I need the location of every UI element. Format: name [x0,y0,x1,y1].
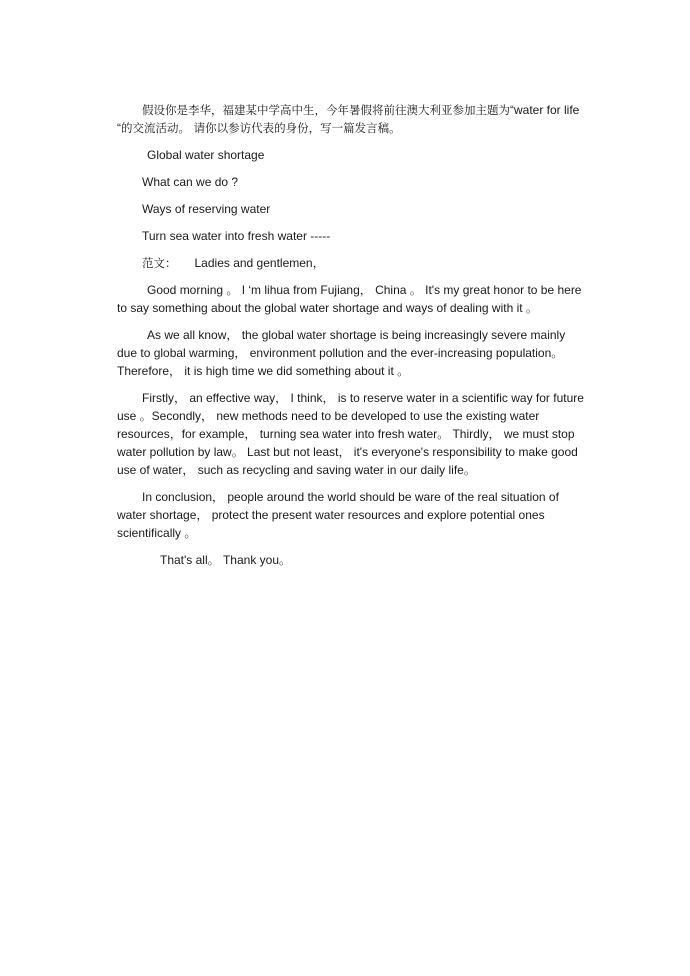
essay-paragraph-2: As we all know， the global water shortage is being increasingly severe mainly due to global warming， environment pollution and the ever-increasing population。 Therefore， it is high time we did something about it 。 [117,328,566,378]
point-what-can-we-do: What can we do ? [142,175,239,189]
prompt-theme: “water for life “ [117,103,580,135]
essay-heading [117,254,587,272]
essay-closing: That's all。 Thank you。 [160,553,292,567]
prompt-text-1: 假设你是李华，福建某中学高中生，今年暑假将前往澳大利亚参加主题为 [142,103,510,117]
essay-salutation: Ladies and gentlemen， [194,256,325,270]
point-ways-of-reserving: Ways of reserving water [142,202,271,216]
essay-paragraph-1: Good morning 。 I ‘m lihua from Fujiang， China 。 It's my great honor to be here to say something about the global water shortage and ways of dealing with it 。 [117,283,582,315]
document-content [117,101,587,569]
point-global-water-shortage: Global water shortage [147,148,265,162]
point-sea-water: Turn sea water into fresh water ----- [142,229,331,243]
essay-label: 范文： [142,256,177,270]
prompt-text-2: 的交流活动。 请你以参访代表的身份，写一篇发言稿。 [121,121,401,135]
prompt-paragraph [117,101,587,137]
essay-paragraph-4: In conclusion， people around the world should be ware of the real situation of water shortage， protect the present water resources and explore potential ones scientifically 。 [117,490,559,540]
essay-paragraph-3: Firstly， an effective way， I think， is to reserve water in a scientific way for future use 。Secondly， new methods need to be developed to use the existing water resources，for example， turning sea water into fresh water。 Thirdly， we must stop water pollution by law。 Last but not least， it's everyone's responsibility to make good use of water， such as recycling and saving water in our daily life。 [117,391,584,477]
